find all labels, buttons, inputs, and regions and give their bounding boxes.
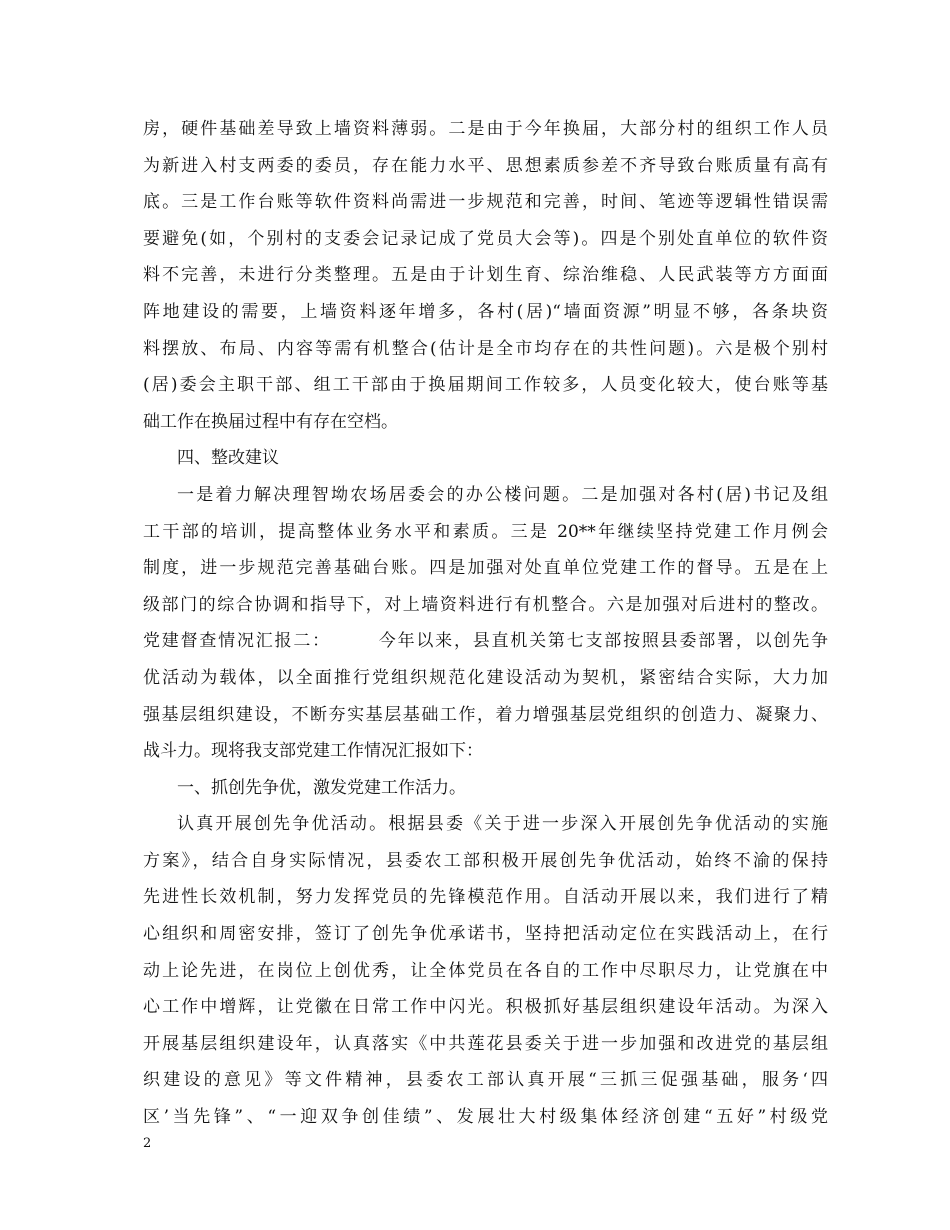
text-line: 房，硬件基础差导致上墙资料薄弱。二是由于今年换届，大部分村的组织工作人员	[143, 119, 828, 139]
text-line: 心工作中增辉，让党徽在日常工作中闪光。积极抓好基层组织建设年活动。为深入	[143, 997, 828, 1018]
page-number: 2	[143, 1136, 152, 1151]
text-line: 四、整改建议	[177, 448, 279, 469]
text-line: 织建设的意见》等文件精神，县委农工部认真开展“三抓三促强基础，服务‘四	[143, 1070, 828, 1091]
text-line: 优活动为载体，以全面推行党组织规范化建设活动为契机，紧密结合实际，大力加	[143, 667, 828, 688]
text-line: 底。三是工作台账等软件资料尚需进一步规范和完善，时间、笔迹等逻辑性错误需	[143, 192, 828, 213]
text-line: 战斗力。现将我支部党建工作情况汇报如下：	[143, 741, 483, 762]
text-line: 料不完善，未进行分类整理。五是由于计划生育、综治维稳、人民武装等方方面面	[143, 265, 828, 286]
text-line: 一、抓创先争优，激发党建工作活力。	[177, 777, 466, 798]
text-line: 方案》，结合自身实际情况，县委农工部积极开展创先争优活动，始终不渝的保持	[143, 850, 828, 871]
text-line: 先进性长效机制，努力发挥党员的先锋模范作用。自活动开展以来，我们进行了精	[143, 887, 828, 908]
text-line: 要避免(如，个别村的支委会记录记成了党员大会等)。四是个别处直单位的软件资	[143, 228, 828, 249]
text-line: 工干部的培训，提高整体业务水平和素质。三是 20**年继续坚持党建工作月例会	[143, 521, 828, 542]
text-line: 制度，进一步规范完善基础台账。四是加强对处直单位党建工作的督导。五是在上	[143, 558, 828, 579]
text-line: 阵地建设的需要，上墙资料逐年增多，各村(居)“墙面资源”明显不够，各条块资	[143, 301, 828, 322]
text-line: 开展基层组织建设年，认真落实《中共莲花县委关于进一步加强和改进党的基层组	[143, 1033, 828, 1054]
text-line: 强基层组织建设，不断夯实基层基础工作，着力增强基层党组织的创造力、凝聚力、	[143, 704, 828, 725]
text-line: 为新进入村支两委的委员，存在能力水平、思想素质参差不齐导致台账质量有高有	[143, 155, 828, 176]
text-line: 认真开展创先争优活动。根据县委《关于进一步深入开展创先争优活动的实施	[177, 814, 828, 835]
body-text	[143, 111, 828, 1136]
text-line: 级部门的综合协调和指导下，对上墙资料进行有机整合。六是加强对后进村的整改。	[143, 594, 828, 615]
text-line: 一是着力解决理智坳农场居委会的办公楼问题。二是加强对各村(居)书记及组	[177, 484, 828, 505]
text-line: 区’当先锋”、“一迎双争创佳绩”、发展壮大村级集体经济创建“五好”村级党	[143, 1107, 828, 1128]
text-line: 础工作在换届过程中有存在空档。	[143, 411, 398, 432]
text-line: (居)委会主职干部、组工干部由于换届期间工作较多，人员变化较大，使台账等基	[143, 375, 828, 396]
text-line: 动上论先进，在岗位上创优秀，让全体党员在各自的工作中尽职尽力，让党旗在中	[143, 960, 828, 981]
text-line: 心组织和周密安排，签订了创先争优承诺书，坚持把活动定位在实践活动上，在行	[143, 924, 828, 945]
text-line: 党建督查情况汇报二： 今年以来，县直机关第七支部按照县委部署，以创先争	[143, 631, 828, 652]
text-line: 料摆放、布局、内容等需有机整合(估计是全市均存在的共性问题)。六是极个别村	[143, 338, 828, 359]
